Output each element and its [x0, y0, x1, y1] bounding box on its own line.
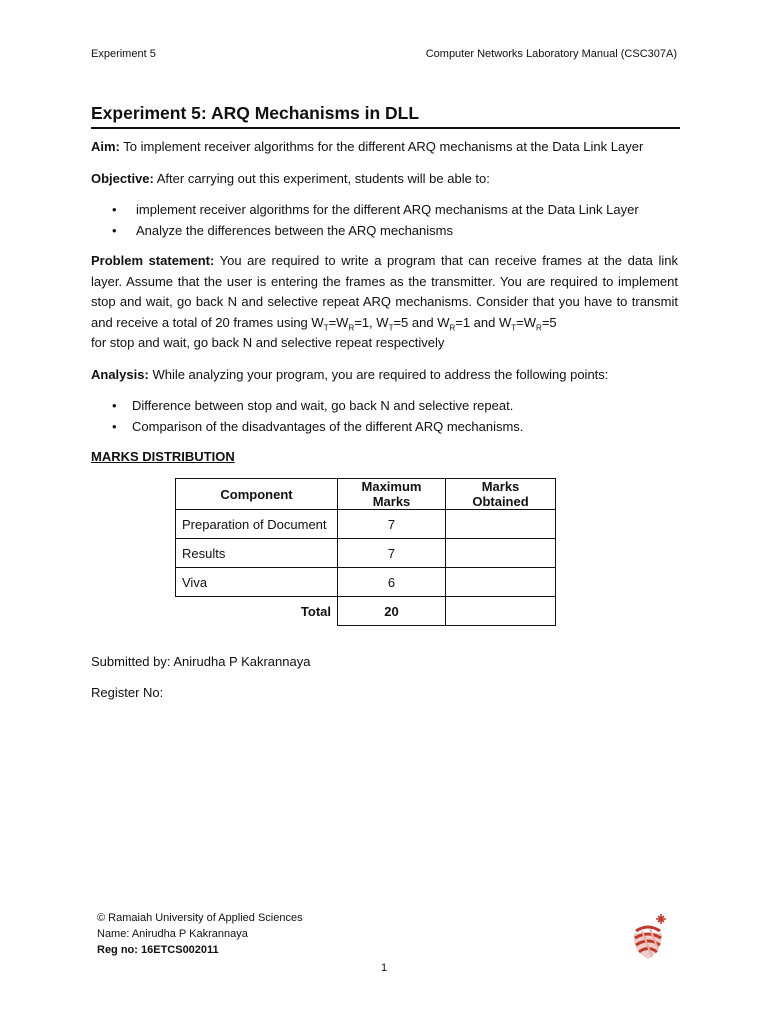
objective-text: After carrying out this experiment, students will be able to: [156, 171, 490, 186]
table-row [176, 510, 556, 539]
column-header: Marks Obtained [446, 479, 556, 510]
page-number: 1 [380, 962, 388, 974]
objective-paragraph [91, 169, 678, 190]
marks-heading: MARKS DISTRIBUTION [91, 449, 235, 464]
analysis-bullets [112, 396, 523, 437]
column-header: Maximum Marks [338, 479, 446, 510]
analysis-label: Analysis: [91, 367, 149, 382]
analysis-text: While analyzing your program, you are required to address the following points: [152, 367, 609, 382]
aim-paragraph [91, 137, 678, 158]
total-label: Total [176, 597, 338, 626]
component-cell: Viva [176, 568, 338, 597]
problem-label: Problem statement: [91, 253, 215, 268]
list-item: • implement receiver algorithms for the different ARQ mechanisms at the Data Link Layer [112, 202, 639, 217]
table-total-row [176, 597, 556, 626]
obtained-cell [446, 510, 556, 539]
objective-bullets [112, 200, 639, 241]
table-row [176, 539, 556, 568]
component-cell: Preparation of Document [176, 510, 338, 539]
header-left: Experiment 5 [91, 48, 156, 60]
problem-paragraph [91, 251, 678, 339]
list-item: • Comparison of the disadvantages of the different ARQ mechanisms. [112, 418, 524, 434]
max-marks-cell: 6 [338, 568, 446, 597]
max-marks-cell: 7 [338, 510, 446, 539]
university-logo-icon [628, 911, 668, 961]
table-header-row [176, 479, 556, 510]
submitted-by: Submitted by: Anirudha P Kakrannaya [91, 654, 311, 669]
page-footer [97, 910, 303, 958]
component-cell: Results [176, 539, 338, 568]
aim-text: To implement receiver algorithms for the different ARQ mechanisms at the Data Link Layer [123, 139, 644, 154]
obtained-cell [446, 539, 556, 568]
footer-name: Name: Anirudha P Kakrannaya [97, 928, 248, 940]
header-right: Computer Networks Laboratory Manual (CSC307A) [425, 48, 677, 60]
table-row [176, 568, 556, 597]
footer-reg: Reg no: 16ETCS002011 [97, 944, 219, 956]
objective-label: Objective: [91, 171, 154, 186]
problem-text: You are required to write a program that can receive frames at the data link layer. Assume that the user is entering the frames as the transmitter. You are required to implement stop and wait, go back N and selective repeat ARQ mechanisms. Consider that you have to transmit and receive a total of 20 frames using $W_T=W_R=1$, $W_T=5$ and $W_R=1$ and $W_T=W_R=5$ [91, 253, 678, 333]
total-value: 20 [338, 597, 446, 626]
list-item: • Difference between stop and wait, go back N and selective repeat. [112, 398, 514, 413]
analysis-paragraph [91, 365, 678, 386]
list-item: • Analyze the differences between the ARQ mechanisms [112, 222, 453, 238]
aim-label: Aim: [91, 139, 120, 154]
register-no: Register No: [91, 685, 164, 700]
obtained-cell [446, 568, 556, 597]
max-marks-cell: 7 [338, 539, 446, 568]
column-header: Component [176, 479, 338, 510]
footer-copyright: © Ramaiah University of Applied Sciences [97, 912, 303, 924]
problem-last-line: for stop and wait, go back N and selective repeat respectively [91, 335, 445, 350]
total-obtained-cell [446, 597, 556, 626]
marks-table [175, 478, 556, 626]
page-title: Experiment 5: ARQ Mechanisms in DLL [91, 103, 680, 129]
